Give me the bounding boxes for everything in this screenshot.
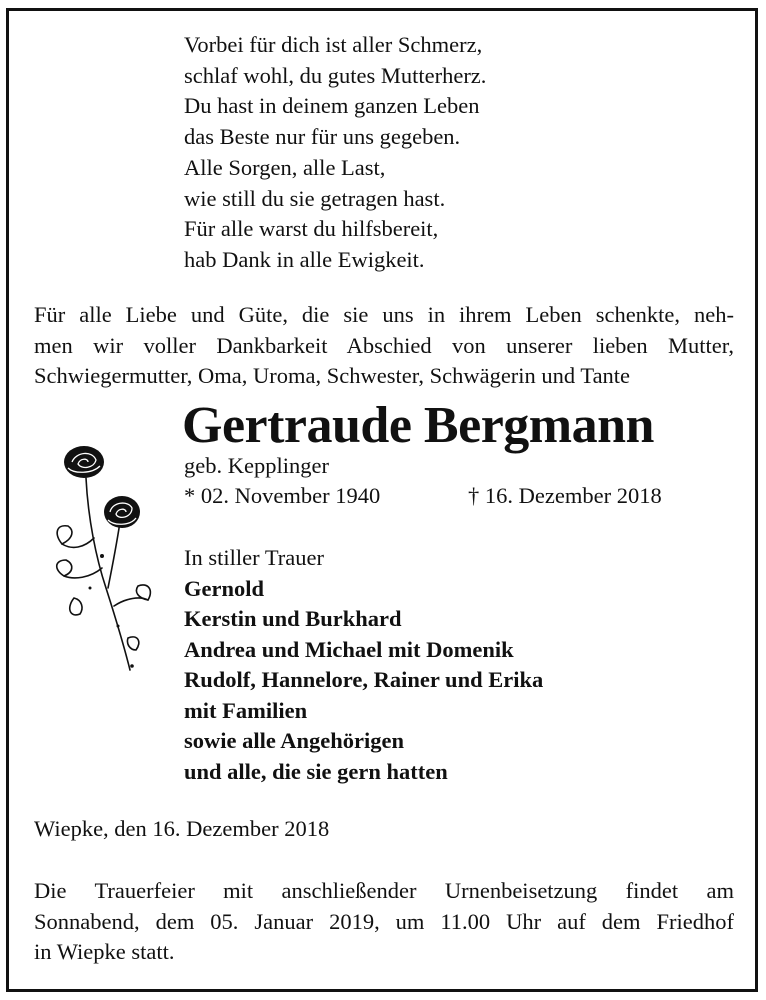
mourner-name: mit Familien	[184, 697, 308, 723]
mourner-name: Rudolf, Hannelore, Rainer und Erika	[184, 667, 544, 692]
mourners-lead: In stiller Trauer	[184, 545, 324, 570]
intro-paragraph	[34, 300, 734, 392]
poem-line: Für alle warst du hilfsbereit,	[184, 216, 439, 242]
mourner-name: Kerstin und Burkhard	[184, 606, 402, 631]
poem-line: Alle Sorgen, alle Last,	[184, 154, 386, 180]
birth-date: * 02. November 1940	[184, 483, 381, 508]
mourner-name: Gernold	[184, 575, 265, 601]
mourner-name: sowie alle Angehörigen	[184, 728, 404, 753]
mourners-block	[184, 543, 543, 787]
poem-line: wie still du sie getragen hast.	[184, 185, 446, 211]
rose-icon	[44, 438, 156, 676]
deceased-name: Gertraude Bergmann	[182, 397, 654, 454]
place-date: Wiepke, den 16. Dezember 2018	[34, 816, 330, 841]
intro-line: men wir voller Dankbarkeit Abschied von unserer lieben Mutter,	[34, 332, 734, 358]
mourner-name: und alle, die sie gern hatten	[184, 758, 448, 784]
poem-line: das Beste nur für uns gegeben.	[184, 124, 461, 150]
funeral-line: in Wiepke statt.	[34, 939, 175, 964]
funeral-line: Sonnabend, dem 05. Januar 2019, um 11.00 Uhr auf dem Friedhof	[34, 908, 734, 934]
poem	[184, 30, 486, 276]
poem-line: hab Dank in alle Ewigkeit.	[184, 246, 425, 272]
death-date: † 16. Dezember 2018	[468, 483, 662, 508]
funeral-notice	[34, 876, 734, 968]
poem-line: Vorbei für dich ist aller Schmerz,	[184, 32, 483, 57]
poem-line: Du hast in deinem ganzen Leben	[184, 93, 480, 119]
funeral-line: Die Trauerfeier mit anschließender Urnenbeisetzung findet am	[34, 878, 734, 903]
mourner-name: Andrea und Michael mit Domenik	[184, 636, 514, 662]
maiden-name: geb. Kepplinger	[184, 453, 329, 478]
intro-line: Schwiegermutter, Oma, Uroma, Schwester, Schwägerin und Tante	[34, 363, 631, 388]
poem-line: schlaf wohl, du gutes Mutterherz.	[184, 62, 487, 88]
intro-line: Für alle Liebe und Güte, die sie uns in ihrem Leben schenkte, neh-	[34, 302, 734, 327]
